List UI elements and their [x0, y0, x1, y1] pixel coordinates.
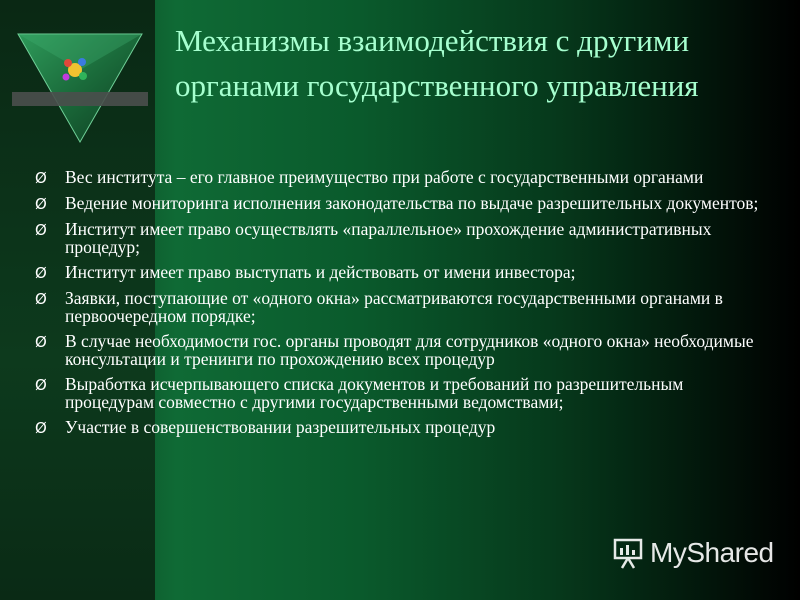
list-item [35, 194, 770, 213]
watermark[interactable] [612, 536, 774, 570]
bullet-marker-icon: Ø [35, 195, 47, 213]
bullet-list [35, 168, 770, 444]
list-item [35, 375, 770, 411]
list-item [35, 418, 770, 437]
list-item [35, 289, 770, 325]
bullet-marker-icon: Ø [35, 221, 47, 239]
bullet-text: Вес института – его главное преимущество при работе с государственными органами [65, 167, 704, 187]
presentation-board-icon [612, 536, 646, 570]
bullet-marker-icon: Ø [35, 264, 47, 282]
bullet-text: Ведение мониторинга исполнения законодательства по выдаче разрешительных документов; [65, 193, 759, 213]
green-triangle-logo-icon [10, 30, 150, 160]
watermark-text: MyShared [650, 537, 774, 568]
bullet-text: Институт имеет право осуществлять «параллельное» прохождение административных процедур; [65, 219, 712, 257]
slide-title: Механизмы взаимодействия с другими органами государственного управления [175, 23, 699, 103]
bullet-marker-icon: Ø [35, 376, 47, 394]
bullet-marker-icon: Ø [35, 419, 47, 437]
bullet-marker-icon: Ø [35, 290, 47, 308]
bullet-text: Участие в совершенствовании разрешительных процедур [65, 417, 496, 437]
list-item [35, 220, 770, 256]
bullet-text: В случае необходимости гос. органы проводят для сотрудников «одного окна» необходимые консультации и тренинги по прохождению всех процедур [65, 331, 754, 369]
list-item [35, 168, 770, 187]
bullet-text: Выработка исчерпывающего списка документов и требований по разрешительным процедурам совместно с другими государственными ведомствами; [65, 374, 684, 412]
list-item [35, 332, 770, 368]
list-item [35, 263, 770, 282]
bullet-marker-icon: Ø [35, 333, 47, 351]
bullet-marker-icon: Ø [35, 169, 47, 187]
bullet-text: Заявки, поступающие от «одного окна» рассматриваются государственными органами в первоочередном порядке; [65, 288, 723, 326]
bullet-text: Институт имеет право выступать и действовать от имени инвестора; [65, 262, 576, 282]
